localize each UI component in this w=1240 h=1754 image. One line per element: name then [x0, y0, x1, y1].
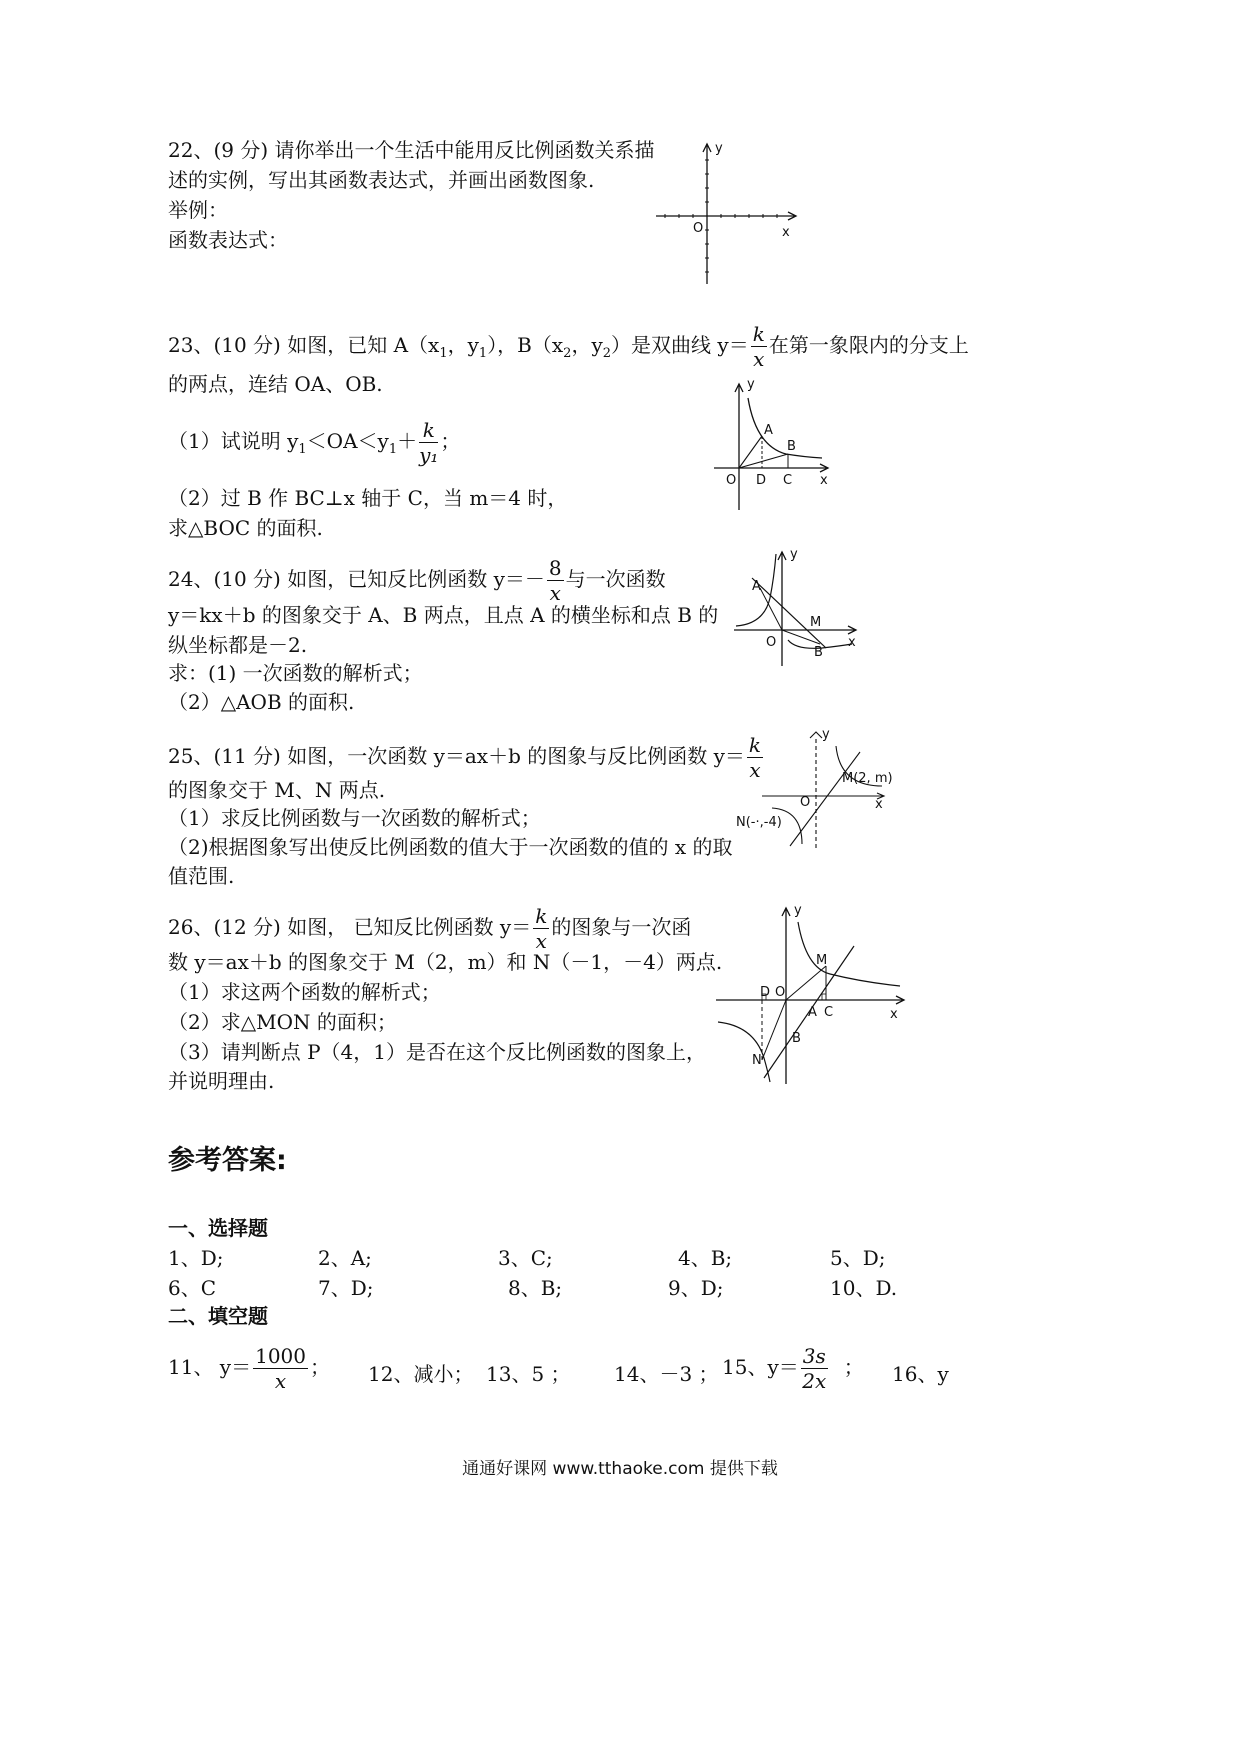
- answer-11-fraction: $\frac{1000}{x}$: [255, 1344, 307, 1393]
- fig22-origin-label: O: [693, 221, 704, 236]
- answer-15-fraction: $\frac{3s}{2x}$: [802, 1344, 827, 1393]
- figure-24-hyperbola-line: [730, 548, 865, 670]
- fig24-x-label: x: [848, 635, 856, 650]
- fig25-point-m: M(2, m): [842, 771, 893, 786]
- answer-13: 13、5 ；: [486, 1362, 571, 1386]
- fig26-y-label: y: [794, 903, 802, 918]
- q23-fraction: $\frac{k}{x}$: [752, 322, 765, 371]
- fig24-origin-label: O: [766, 635, 777, 650]
- q25-fraction: $\frac{k}{x}$: [748, 733, 762, 782]
- fig23-point-b: B: [787, 439, 796, 454]
- answer-5: 5、D;: [830, 1246, 886, 1270]
- fig25-point-n: N(-·,-4): [736, 815, 782, 830]
- q26-fraction: $\frac{k}{x}$: [535, 904, 548, 953]
- q23-line1: 23、(10 分) 如图，已知 $A(x_1$，$y_1$），$B(x_2$，$y_2$）是双曲线 y＝ $\frac{k}{x}$ 在第一象限内的分支上: [168, 322, 969, 371]
- figure-26-hyperbola-line: [712, 902, 910, 1088]
- q24-fraction: $\frac{8}{x}$: [548, 556, 562, 605]
- fig22-x-label: x: [782, 225, 790, 240]
- q22-line3: 举例：: [168, 198, 228, 222]
- fig23-origin-label: O: [726, 473, 737, 488]
- fig24-point-m: M: [810, 615, 822, 630]
- answers-heading: 参考答案:: [168, 1145, 287, 1176]
- q26-line1: 26、(12 分) 如图， 已知反比例函数 y＝ $\frac{k}{x}$ 的图象与一次函: [168, 904, 692, 953]
- q23-part3: 求△BOC 的面积.: [168, 516, 323, 540]
- q24-line5: （2）△AOB 的面积.: [168, 690, 355, 714]
- answer-3: 3、C;: [498, 1246, 553, 1270]
- q23-part1-fraction: $\frac{k}{\text{y₁}}$: [419, 418, 439, 467]
- answer-9: 9、D;: [668, 1276, 724, 1300]
- q26-line3: （1）求这两个函数的解析式；: [168, 980, 441, 1004]
- q26-line5: （3）请判断点 P（4，1）是否在这个反比例函数的图象上，: [168, 1040, 706, 1064]
- answer-16: 16、y: [892, 1362, 949, 1386]
- q22-line4: 函数表达式：: [168, 228, 288, 252]
- fig26-point-c: C: [824, 1005, 834, 1020]
- q25-line3: （1）求反比例函数与一次函数的解析式；: [168, 806, 541, 830]
- fig24-point-a: A: [752, 579, 761, 594]
- fig25-origin-label: O: [800, 795, 811, 810]
- fig26-origin-label: O: [775, 985, 786, 1000]
- q22-line2: 述的实例，写出其函数表达式，并画出函数图象.: [168, 168, 595, 192]
- q25-line1: 25、(11 分) 如图，一次函数 y＝ax＋b 的图象与反比例函数 y＝ $\frac{k}{x}$: [168, 733, 762, 782]
- answer-2: 2、A;: [318, 1246, 372, 1270]
- q24-line3: 纵坐标都是－2.: [168, 633, 308, 657]
- fig23-point-a: A: [764, 423, 773, 438]
- fig25-x-label: x: [875, 797, 883, 812]
- fig26-point-d: D: [760, 985, 771, 1000]
- fig24-point-b: B: [814, 645, 823, 660]
- fig23-point-d: D: [756, 473, 767, 488]
- answer-10: 10、D.: [830, 1276, 898, 1300]
- figure-23-hyperbola: [708, 378, 838, 513]
- section-choice-heading: 一、选择题: [168, 1216, 268, 1240]
- section-fill-heading: 二、填空题: [168, 1304, 268, 1328]
- answer-14: 14、－3 ；: [614, 1362, 719, 1386]
- fig26-x-label: x: [890, 1007, 898, 1022]
- answer-7: 7、D;: [318, 1276, 374, 1300]
- q25-line4: （2)根据图象写出使反比例函数的值大于一次函数的值的 x 的取: [168, 835, 733, 859]
- fig26-point-n: N: [752, 1053, 762, 1068]
- fig25-y-label: y: [822, 727, 830, 742]
- q23-line2: 的两点，连结 OA、OB.: [168, 372, 383, 396]
- q26-line2: 数 y＝ax＋b 的图象交于 M（2，m）和 N（－1，－4）两点.: [168, 950, 723, 974]
- fig26-point-a: A: [808, 1005, 817, 1020]
- q24-line2: y＝kx＋b 的图象交于 A、B 两点，且点 A 的横坐标和点 B 的: [168, 603, 719, 627]
- answer-4: 4、B;: [678, 1246, 733, 1270]
- page-footer: 通通好课网 www.tthaoke.com 提供下载: [462, 1459, 778, 1479]
- q22-line1: 22、(9 分) 请你举出一个生活中能用反比例函数关系描: [168, 138, 655, 162]
- figure-22-coordinate-axes: [650, 138, 810, 288]
- q26-line6: 并说明理由.: [168, 1069, 275, 1093]
- answer-12: 12、减小；: [368, 1362, 474, 1386]
- fig22-y-label: y: [715, 141, 723, 156]
- answer-15: 15、y＝ $\frac{3s}{2x}$ ；: [722, 1344, 864, 1393]
- q24-line1: 24、(10 分) 如图，已知反比例函数 y＝－ $\frac{8}{x}$ 与一次函数: [168, 556, 666, 605]
- fig23-x-label: x: [820, 473, 828, 488]
- fig23-y-label: y: [747, 378, 755, 392]
- figure-25-hyperbola-line: [732, 726, 894, 854]
- q25-line2: 的图象交于 M、N 两点.: [168, 778, 386, 802]
- q23-part1: （1）试说明 $y_1<OA<y_1+$ $\frac{k}{\text{y₁}}$ ；: [168, 418, 461, 467]
- answer-8: 8、B;: [508, 1276, 563, 1300]
- answer-11: 11、 y＝ $\frac{1000}{x}$ ；: [168, 1344, 331, 1393]
- fig26-point-b: B: [792, 1031, 801, 1046]
- q24-line4: 求：(1) 一次函数的解析式；: [168, 661, 423, 685]
- fig24-y-label: y: [790, 548, 798, 562]
- answer-1: 1、D;: [168, 1246, 224, 1270]
- q25-line5: 值范围.: [168, 864, 235, 888]
- answer-6: 6、C: [168, 1276, 217, 1300]
- fig23-point-c: C: [783, 473, 793, 488]
- q26-line4: （2）求△MON 的面积；: [168, 1010, 397, 1034]
- q23-part2: （2）过 B 作 BC⊥x 轴于 C，当 m＝4 时，: [168, 486, 568, 510]
- fig26-point-m: M: [816, 953, 828, 968]
